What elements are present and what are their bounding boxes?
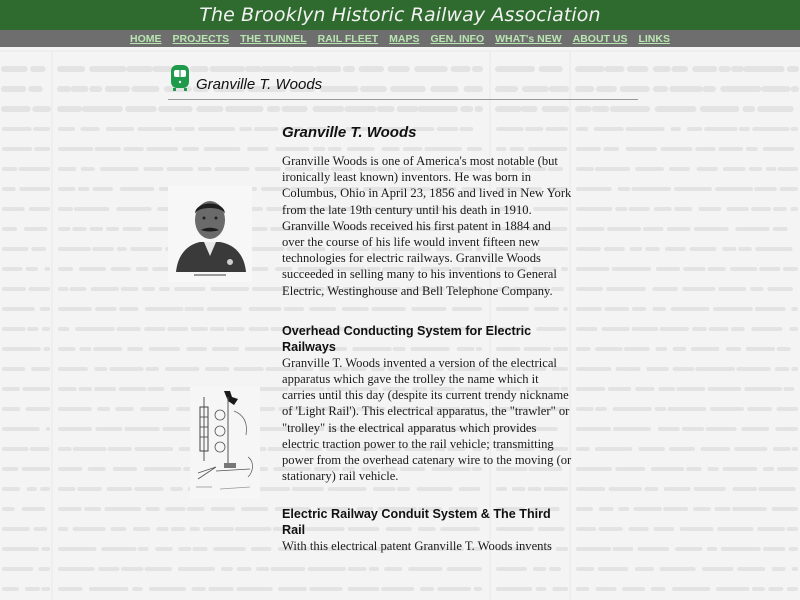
nav-links[interactable]: LINKS xyxy=(638,32,670,45)
section-title: Granville T. Woods xyxy=(196,76,323,93)
section-heading: Electric Railway Conduit System & The Third Rail xyxy=(282,507,551,538)
nav-rail-fleet[interactable]: RAIL FLEET xyxy=(317,32,379,45)
section-body: With this electrical patent Granville T. Woods invents xyxy=(282,539,552,554)
site-header xyxy=(0,0,800,30)
nav-projects[interactable]: PROJECTS xyxy=(172,32,230,45)
nav-whats-new[interactable]: WHAT's NEW xyxy=(495,32,562,45)
section-overhead-conducting xyxy=(282,323,574,485)
portrait-image xyxy=(168,186,252,282)
article-intro: Granville Woods is one of America's most notable (but ironically least known) inventors. He was born in Columbus, Ohio in April 23, 1856 and lived in New York from the late 19th century until his death in 1910. Granville Woods received his first patent in 1884 and over the course of his life would invent fifteen new technologies for electric railways. Granville Woods succeeded in selling many to his inventions to General Electric, Westinghouse and Bell Telephone Company. xyxy=(282,154,572,298)
section-header xyxy=(168,60,638,100)
nav-maps[interactable]: MAPS xyxy=(389,32,420,45)
nav-about-us[interactable]: ABOUT US xyxy=(572,32,628,45)
section-heading: Overhead Conducting System for Electric Railways xyxy=(282,323,532,354)
main-nav xyxy=(0,30,800,47)
patent-drawing-image xyxy=(190,387,260,499)
article xyxy=(282,124,574,555)
section-body: Granville T. Woods invented a version of the electrical apparatus which gave the trolley the name which it carries until this day (despite its current trendy nickname of 'Light Rail'). This electrical apparatus, the "trawler" or "trolley" is the electrical apparatus which provides electric traction power to the rail vehicle; transmitting power from the overhead catenary wire to the moving (or stationary) rail vehicle. xyxy=(282,355,572,484)
nav-gen-info[interactable]: GEN. INFO xyxy=(430,32,485,45)
article-title: Granville T. Woods xyxy=(282,124,417,141)
site-title: The Brooklyn Historic Railway Association xyxy=(199,4,601,26)
nav-home[interactable]: HOME xyxy=(130,32,162,45)
nav-the-tunnel[interactable]: THE TUNNEL xyxy=(240,32,307,45)
trolley-icon xyxy=(170,62,190,92)
section-conduit-system xyxy=(282,506,574,554)
